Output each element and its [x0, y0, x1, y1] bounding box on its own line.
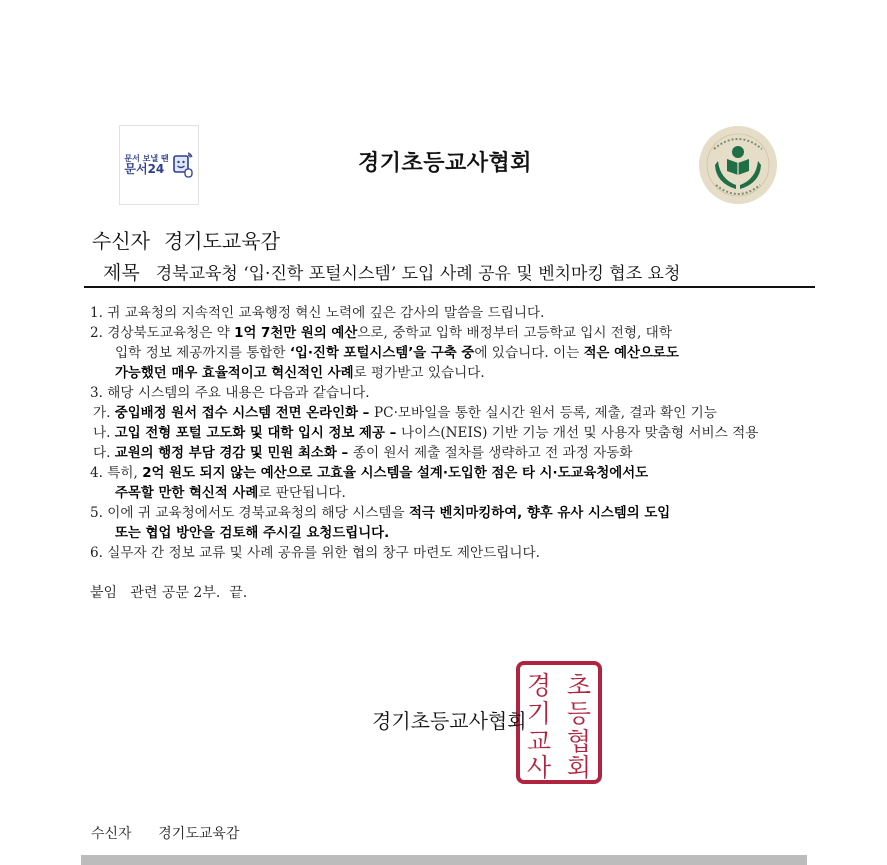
seal-char: 등: [566, 699, 592, 728]
paragraph-5-line-1: [90, 503, 820, 523]
recipient-label: 수신자: [92, 229, 150, 253]
text: 에 있습니다. 이는: [474, 345, 584, 361]
paragraph-3-item-da: [90, 443, 820, 463]
seal-char: 회: [566, 753, 592, 782]
text: 로 평가받고 있습니다.: [353, 365, 485, 381]
budget-design-highlight: 2억 원도 되지 않는 예산으로 고효율 시스템을 설계·도입한 점은 타 시·도교육청에서도: [142, 466, 649, 481]
item-title: 중입배정 원서 접수 시스템 전면 온라인화 –: [114, 406, 375, 421]
letter-body: [90, 303, 820, 563]
budget-highlight: 1억 7천만 원의 예산: [234, 326, 358, 341]
attachment-value: 관련 공문 2부. 끝.: [130, 585, 248, 601]
paragraph-3-item-na: [90, 423, 820, 443]
seal-char: 초: [566, 671, 592, 700]
seal-char: 경: [526, 671, 552, 700]
item-text: 종이 원서 제출 절차를 생략하고 전 과정 자동화: [352, 445, 633, 461]
item-marker: 가.: [93, 405, 115, 421]
text: 입학 정보 제공까지를 통합한: [115, 345, 290, 361]
seal-char: 기: [526, 699, 552, 728]
text: 으로, 중학교 입학 배정부터 고등학교 입시 전형, 대학: [357, 325, 672, 341]
footer-bar: [81, 855, 807, 865]
paragraph-3-item-ga: [90, 403, 820, 423]
paragraph-2-line-2: [90, 343, 820, 363]
footer-recipient-value: 경기도교육감: [158, 826, 240, 842]
text: 4. 특히,: [90, 465, 143, 481]
signature-name: 경기초등교사협회: [372, 709, 527, 733]
item-title: 교원의 행정 부담 경감 및 민원 최소화 –: [114, 446, 353, 461]
efficiency-highlight: 적은 예산으로도: [583, 346, 679, 361]
benchmark-highlight: 적극 벤치마킹하여, 향후 유사 시스템의 도입: [408, 506, 671, 521]
logo-brand: 문서24: [124, 161, 165, 176]
subject: [103, 258, 680, 285]
subject-label: 제목: [103, 262, 140, 284]
item-marker: 다.: [93, 445, 115, 461]
association-emblem-icon: [698, 125, 778, 205]
org-title: 경기초등교사협회: [357, 151, 533, 176]
request-highlight: 또는 협업 방안을 검토해 주시길 요청드립니다.: [115, 526, 390, 541]
paragraph-2-line-1: [90, 323, 820, 343]
logo-tagline: 문서 보낼 땐: [124, 153, 169, 163]
innovation-highlight: 가능했던 매우 효율적이고 혁신적인 사례: [115, 366, 354, 381]
seal-char: 사: [526, 753, 552, 782]
subject-value: 경북교육청 ‘입·진학 포털시스템’ 도입 사례 공유 및 벤치마킹 협조 요청: [155, 264, 681, 284]
recipient-value: 경기도교육감: [163, 229, 280, 253]
paragraph-2-line-3: [90, 363, 820, 383]
attachment-line: [90, 582, 247, 602]
paragraph-1: 1. 귀 교육청의 지속적인 교육행정 혁신 노력에 깊은 감사의 말씀을 드립니다.: [90, 305, 545, 321]
item-title: 고입 전형 포털 고도화 및 대학 입시 정보 제공 –: [114, 426, 401, 441]
paragraph-6: 6. 실무자 간 정보 교류 및 사례 공유를 위한 협의 창구 마련도 제안드립니다.: [90, 545, 540, 561]
official-seal-icon: [515, 660, 603, 785]
notable-case-highlight: 주목할 만한 혁신적 사례: [115, 486, 259, 501]
footer-recipient-label: 수신자: [91, 826, 132, 842]
header-divider: [84, 286, 815, 288]
text: 5. 이에 귀 교육청에서도 경북교육청의 해당 시스템을: [90, 505, 409, 521]
paragraph-4-line-2: [90, 483, 820, 503]
footer-recipient: [91, 823, 239, 843]
system-highlight: ‘입·진학 포털시스템’을 구축 중: [289, 346, 475, 361]
text: 로 판단됩니다.: [258, 485, 346, 501]
item-text: PC·모바일을 통한 실시간 원서 등록, 제출, 결과 확인 기능: [374, 405, 717, 421]
document-face-icon: [172, 152, 194, 178]
seal-char: 협: [566, 727, 592, 756]
attachment-label: 붙임: [90, 585, 118, 601]
seal-char: 교: [526, 727, 552, 756]
item-marker: 나.: [93, 425, 115, 441]
paragraph-4-line-1: [90, 463, 820, 483]
paragraph-5-line-2: [90, 523, 820, 543]
item-text: 나이스(NEIS) 기반 기능 개선 및 사용자 맞춤형 서비스 적용: [400, 425, 759, 441]
munseo24-logo: [119, 125, 199, 205]
recipient: [92, 225, 280, 254]
paragraph-3-intro: 3. 해당 시스템의 주요 내용은 다음과 같습니다.: [90, 385, 370, 401]
text: 2. 경상북도교육청은 약: [90, 325, 235, 341]
